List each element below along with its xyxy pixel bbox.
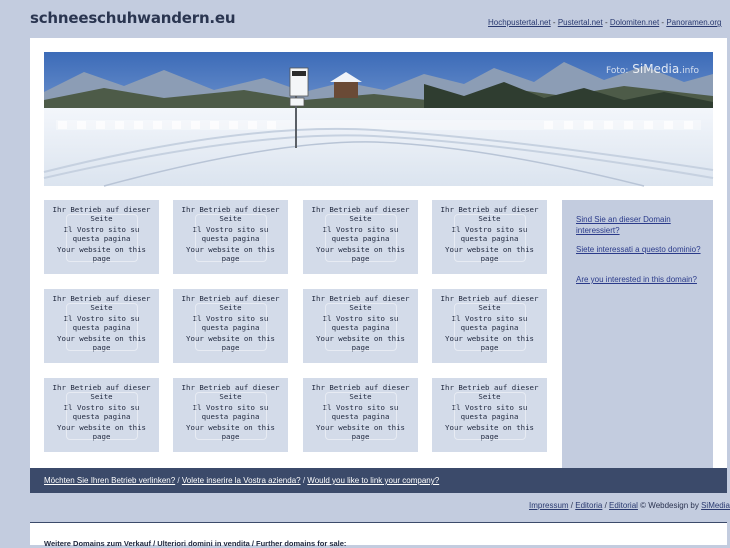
top-links-nav [488,18,721,27]
tile-text-de: Ihr Betrieb auf dieser Seite [181,205,280,223]
tile-text-en: Your website on this page [445,423,534,441]
ad-tile[interactable] [303,378,418,452]
tile-text-en: Your website on this page [445,334,534,352]
tile-text-it: Il Vostro sito su questa pagina [192,314,269,332]
tile-text-it: Il Vostro sito su questa pagina [192,225,269,243]
tile-text-en: Your website on this page [316,423,405,441]
tile-text-en: Your website on this page [316,245,405,263]
tile-text-de: Ihr Betrieb auf dieser Seite [311,294,410,312]
simedia-link[interactable]: SiMedia [701,501,730,510]
tile-text-it: Il Vostro sito su questa pagina [322,314,399,332]
tile-text-en: Your website on this page [186,423,275,441]
ad-tile[interactable] [432,378,547,452]
separator: - [550,18,558,27]
tile-text-de: Ihr Betrieb auf dieser Seite [181,294,280,312]
separator: / [568,501,576,510]
simedia-logo: Foto: SiMedia.info [605,62,699,76]
tile-text-it: Il Vostro sito su questa pagina [322,225,399,243]
tile-text-de: Ihr Betrieb auf dieser Seite [181,383,280,401]
link-company-de[interactable]: Möchten Sie Ihren Betrieb verlinken? [44,476,176,485]
tile-text-de: Ihr Betrieb auf dieser Seite [311,383,410,401]
tile-text-it: Il Vostro sito su questa pagina [451,225,528,243]
domain-interest-link-de[interactable]: Sind Sie an dieser Domain interessiert? [576,215,671,235]
copyright-text: © Webdesign by [640,501,699,510]
link-company-en[interactable]: Would you like to link your company? [307,476,440,485]
tile-text-de: Ihr Betrieb auf dieser Seite [440,294,539,312]
tile-text-de: Ihr Betrieb auf dieser Seite [311,205,410,223]
link-company-bar [30,468,727,493]
ad-tile[interactable] [173,200,288,274]
tile-text-en: Your website on this page [57,245,146,263]
ad-tile[interactable] [44,200,159,274]
separator: / [300,476,308,485]
ad-tile[interactable] [44,289,159,363]
site-title: schneeschuhwandern.eu [30,9,236,27]
impressum-link[interactable]: Impressum [529,501,569,510]
tile-text-it: Il Vostro sito su questa pagina [451,314,528,332]
editorial-link[interactable]: Editorial [609,501,638,510]
separator: - [602,18,610,27]
link-company-it[interactable]: Volete inserire la Vostra azienda? [181,476,301,485]
top-link-dolomiten[interactable]: Dolomiten.net [609,18,660,27]
further-domains-heading: Weitere Domains zum Verkauf / Ulteriori domini in vendita / Further domains for sale: [44,539,347,548]
tile-text-en: Your website on this page [445,245,534,263]
tile-text-it: Il Vostro sito su questa pagina [63,403,140,421]
ad-tile[interactable] [432,289,547,363]
tile-text-de: Ihr Betrieb auf dieser Seite [52,294,151,312]
top-link-panoramen[interactable]: Panoramen.org [666,18,722,27]
tile-text-de: Ihr Betrieb auf dieser Seite [52,383,151,401]
domain-inquiry-box [562,200,713,468]
tile-text-en: Your website on this page [57,423,146,441]
tile-text-en: Your website on this page [186,334,275,352]
ad-tile[interactable] [173,378,288,452]
link-company-text [44,476,439,485]
separator: / [175,476,182,485]
footer [529,501,730,510]
panorama-banner [44,52,713,186]
tile-text-en: Your website on this page [186,245,275,263]
tile-text-it: Il Vostro sito su questa pagina [322,403,399,421]
tile-text-it: Il Vostro sito su questa pagina [451,403,528,421]
tile-text-de: Ihr Betrieb auf dieser Seite [440,205,539,223]
further-domains-panel [30,522,727,548]
tile-text-it: Il Vostro sito su questa pagina [63,225,140,243]
tile-text-it: Il Vostro sito su questa pagina [63,314,140,332]
ad-tile[interactable] [44,378,159,452]
tile-text-en: Your website on this page [57,334,146,352]
main-panel [30,38,727,468]
ad-tile[interactable] [303,200,418,274]
tile-text-de: Ihr Betrieb auf dieser Seite [440,383,539,401]
separator: - [659,18,667,27]
tile-text-it: Il Vostro sito su questa pagina [192,403,269,421]
tile-text-en: Your website on this page [316,334,405,352]
top-link-hochpustertal[interactable]: Hochpustertal.net [488,18,551,27]
top-link-pustertal[interactable]: Pustertal.net [557,18,603,27]
ad-tile[interactable] [173,289,288,363]
ad-tile[interactable] [303,289,418,363]
editoria-link[interactable]: Editoria [575,501,603,510]
ad-tile[interactable] [432,200,547,274]
domain-interest-link-en[interactable]: Are you interested in this domain? [576,275,697,284]
separator: / [602,501,610,510]
tile-text-de: Ihr Betrieb auf dieser Seite [52,205,151,223]
domain-interest-link-it[interactable]: Siete interessati a questo dominio? [576,245,701,254]
